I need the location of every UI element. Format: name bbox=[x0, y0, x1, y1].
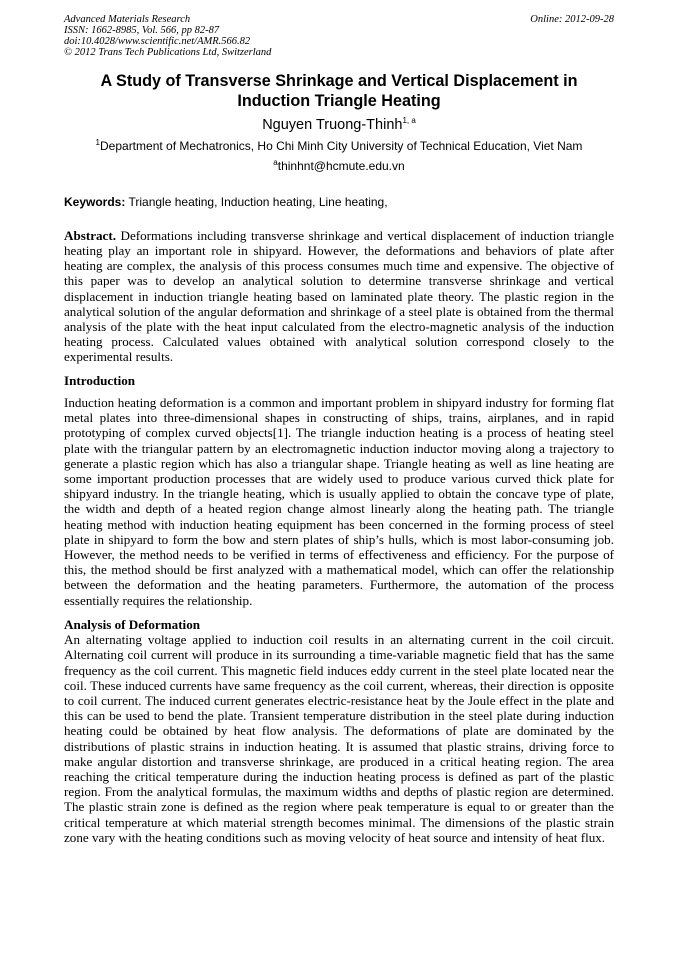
introduction-paragraph: Induction heating deformation is a common and important problem in shipyard industry for forming flat metal plates into three-dimensional shapes in constructing of ships, trains, airplanes, and in rapid prototyping of complex curved objects[1]. The triangle induction heating is a process of heating steel plate with the triangular pattern by an electromagnetic induction inductor moving along a trajectory to generate a plastic region which has also a triangular shape. Triangle heating as well as line heating are some important production processes that are widely used to produce various curved thick plate for shipyard industry. In the triangle heating, which is usually applied to obtain the concave type of plate, the width and depth of a heated region change almost linearly along the heating path. The triangle heating method with induction heating equipment has been concerned in the forming process of steel plate in shipyard to form the bow and stern plates of ship’s hulls, which is most labor-consuming job. However, the method needs to be verified in terms of effectiveness and efficiency. For the purpose of this, the method should be first analyzed with a mathematical model, which can offer the relationship between the deformation and the heating parameters. Furthermore, the automation of the process essentially requires the relationship. bbox=[64, 394, 614, 608]
introduction-heading: Introduction bbox=[64, 373, 136, 389]
doi-line: doi:10.4028/www.scientific.net/AMR.566.82 bbox=[64, 36, 251, 47]
keywords bbox=[64, 195, 614, 210]
email-line bbox=[64, 158, 614, 174]
journal-name: Advanced Materials Research bbox=[64, 14, 191, 25]
abstract-text: Deformations including transverse shrinkage and vertical displacement of induction triangle heating play an important role in shipyard. However, the deformations and behaviors of plate after heating are complex, the analysis of this process consumes much time and expensive. The objective of this paper was to develop an analytical solution to determine transverse shrinkage and vertical displacement in induction triangle heating based on laminated plate theory. The plastic region in the analytical solution of the angular deformation and shrinkage of a steel plate is obtained from the thermal analysis of the plate with the heat input calculated from the electro-magnetic analysis of the induction heating process. Calculated values obtained with analytical solution correspond closely to the experimental results. bbox=[64, 228, 614, 365]
abstract-label: Abstract. bbox=[64, 228, 116, 243]
online-date: Online: 2012-09-28 bbox=[530, 14, 614, 25]
analysis-paragraph: An alternating voltage applied to induction coil results in an alternating current in the coil circuit. Alternating coil current will produce in its surrounding a time-variable magnetic field that has the same frequency as the coil current. This magnetic field induces eddy current in the steel plate located near the coil. These induced currents have same frequency as the coil current, whereas, their direction is opposite to coil current. The induced current generates electric-resistance heat by the Joule effect in the plate and this can be used to bend the plate. Transient temperature distribution in the steel plate during induction heating could be obtained by heat flow analysis. The deformations of plate are dominated by the distributions of plastic strains in induction heating. It is assumed that plastic strains, driving force to make angular distortion and transverse shrinkage, are produced in a critical heating region. The area reaching the critical temperature during the induction heating process is defined as part of the plastic region. From the analytical formulas, the maximum widths and depths of plastic region are determined. The plastic strain zone is defined as the region where peak temperature is equal to or greater than the critical temperature at which material strength becomes minimal. The dimensions of the plastic strain zone vary with the heating conditions such as moving velocity of heat source and intensity of heat flux. bbox=[64, 632, 614, 845]
email-superscript: a bbox=[273, 158, 278, 167]
keywords-label: Keywords: bbox=[64, 195, 126, 209]
author-email: thinhnt@hcmute.edu.vn bbox=[277, 159, 405, 173]
copyright-line: © 2012 Trans Tech Publications Ltd, Switzerland bbox=[64, 47, 272, 58]
affiliation-line bbox=[64, 138, 614, 154]
header-row bbox=[64, 14, 614, 25]
abstract bbox=[64, 228, 614, 364]
affiliation-superscript: 1 bbox=[95, 138, 100, 147]
author-line bbox=[64, 116, 614, 134]
author-superscript: 1, a bbox=[402, 116, 416, 126]
author-name: Nguyen Truong-Thinh bbox=[262, 117, 403, 133]
paper-page bbox=[64, 14, 614, 845]
affiliation: Department of Mechatronics, Ho Chi Minh City University of Technical Education, Viet Nam bbox=[100, 139, 583, 153]
issn-line: ISSN: 1662-8985, Vol. 566, pp 82-87 bbox=[64, 25, 220, 36]
publication-meta bbox=[64, 25, 614, 58]
analysis-heading: Analysis of Deformation bbox=[64, 616, 201, 632]
keywords-text: Triangle heating, Induction heating, Line heating, bbox=[128, 195, 388, 209]
paper-title: A Study of Transverse Shrinkage and Vertical Displacement in Induction Triangle Heating bbox=[100, 72, 578, 110]
